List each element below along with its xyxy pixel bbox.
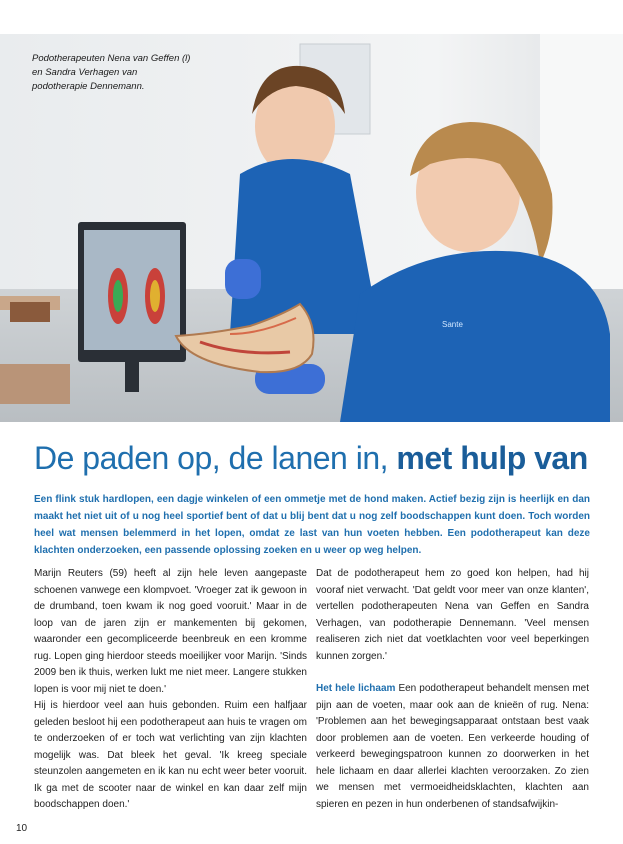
caption-line: en Sandra Verhagen van <box>32 67 138 78</box>
paragraph: Dat de podotherapeut hem zo goed kon helpen, had hij vooraf niet verwacht. 'Dat geldt voor meer van onze klanten', vertellen podotherapeuten Nena van Geffen en Sandra Verhagen, van podotherapie Dennemann. 'Veel mensen realiseren zich niet dat voetklachten voor veel beperkingen kunnen zorgen.' <box>316 568 589 662</box>
shirt-logo-text: Sante <box>442 320 463 329</box>
paragraph: Marijn Reuters (59) heeft al zijn hele leven aangepaste schoenen vanwege een klompvoet. 'Vroeger zat ik gewoon in de drumband, toen kwam ik nog goed vooruit.' Maar in de loop van de jaren zijn er mankementen bij gekomen, waaronder een gecompliceerde beenbreuk en een kromme rug. Lopen ging hierdoor steeds moeilijker voor Marijn. 'Sinds 2009 ben ik thuis, werken lukt me niet meer. Langere stukken lopen is voor mij niet te doen.' <box>34 568 307 695</box>
article-headline <box>34 436 588 480</box>
article-intro: Een flink stuk hardlopen, een dagje winkelen of een ommetje met de hond maken. Actief bezig zijn is heerlijk en dan maakt het niet uit of u nog heel sportief bent of dat u blij bent dat u nog zelf boodschappen kunt doen. Toch worden heel wat mensen belemmerd in het lopen, omdat ze last van hun voeten hebben. Een podotherapeut kan deze klachten onderzoeken, een passende oplossing zoeken en u weer op weg helpen. <box>34 494 590 556</box>
caption-line: podotherapie Dennemann. <box>32 81 145 92</box>
headline-light: De paden op, de lanen in, <box>34 440 397 476</box>
section-subhead: Het hele lichaam <box>316 683 396 694</box>
caption-line: Podotherapeuten Nena van Geffen (l) <box>32 53 191 64</box>
body-column-right <box>316 566 589 813</box>
body-column-left <box>34 566 307 814</box>
paragraph: Hij is hierdoor veel aan huis gebonden. Ruim een halfjaar geleden besloot hij een podotherapeut aan huis te vragen om te onderzoeken of er toch wat verlichting van zijn klachten mogelijk was. Dat bleek het geval. 'Ik kreeg speciale steunzolen aangemeten en ik kan nu echt weer beter vooruit. Ik ga met de scooter naar de winkel en kan daar zelf mijn boodschappen doen.' <box>34 700 307 810</box>
paragraph-text: Een podotherapeut behandelt mensen met pijn aan de voeten, maar ook aan de knieën of rug. Nena: 'Problemen aan het bewegingsapparaat ontstaan best vaak door problemen aan de voeten. Een verkeerde houding of verkeerd bewegingspatroon kunnen zo doorwerken in het hele lichaam en daar allerlei klachten veroorzaken. Zo zien we mensen met vermoeidheidsklachten, klachten aan spieren en pezen in hun onderbenen of standsafwijkin- <box>316 683 590 810</box>
photo-caption <box>32 52 222 94</box>
headline-bold: met hulp van <box>396 440 588 476</box>
page-number: 10 <box>16 823 28 834</box>
paragraph-with-subhead <box>316 681 589 813</box>
